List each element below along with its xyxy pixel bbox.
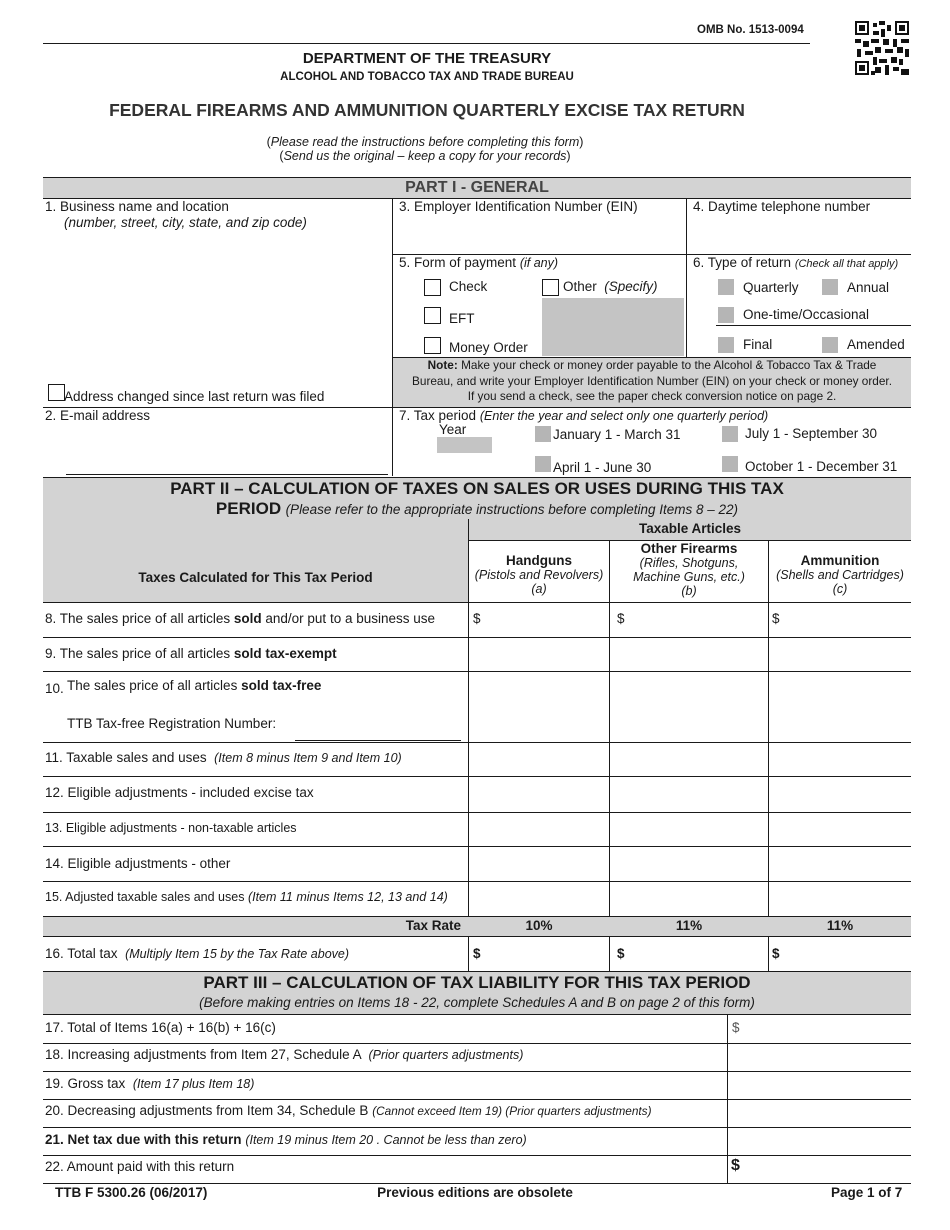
q1-label: January 1 - March 31 xyxy=(553,427,681,442)
ret-onetime-label: One-time/Occasional xyxy=(743,307,870,322)
ret-annual-label: Annual xyxy=(847,280,890,295)
item11-label: 11. Taxable sales and uses (Item 8 minus Item 9 and Item 10) xyxy=(45,750,402,765)
item8-c-input[interactable] xyxy=(785,604,909,636)
year-field[interactable] xyxy=(437,437,492,453)
final-checkbox[interactable] xyxy=(718,337,734,353)
eft-checkbox[interactable] xyxy=(424,307,441,324)
item4-label: 4. Daytime telephone number xyxy=(693,199,871,214)
part1-heading: PART I - GENERAL xyxy=(43,177,911,199)
taxable-articles-header: Taxable Articles xyxy=(469,519,911,540)
ret-quarterly-label: Quarterly xyxy=(743,280,799,295)
row-rule-14 xyxy=(43,846,911,847)
item8-a-input[interactable] xyxy=(485,604,607,636)
p3-rule-22 xyxy=(43,1155,911,1156)
p3-rule-18 xyxy=(43,1043,911,1044)
item6-label: 6. Type of return (Check all that apply) xyxy=(693,255,899,270)
part2-heading: PART II – CALCULATION OF TAXES ON SALES OR USES DURING THIS TAX PERIOD (Please refer to the appropriate instructions before completing Items 8 – 22) xyxy=(43,477,911,520)
item18-label: 18. Increasing adjustments from Item 27, Schedule A (Prior quarters adjustments) xyxy=(45,1047,524,1062)
page-number: Page 1 of 7 xyxy=(831,1185,903,1200)
p3-rule-20 xyxy=(43,1099,911,1100)
part3-heading: PART III – CALCULATION OF TAX LIABILITY FOR THIS TAX PERIOD (Before making entries on Items 18 - 22, complete Schedules A and B on page 2 of this form) xyxy=(43,971,911,1015)
business-name-field[interactable] xyxy=(44,235,390,385)
taxes-calc-label: Taxes Calculated for This Tax Period xyxy=(138,570,373,585)
item1-label: 1. Business name and location xyxy=(45,199,229,214)
taxes-calc-header xyxy=(43,519,468,602)
ein-field[interactable] xyxy=(395,218,683,252)
item16-b-dollar: $ xyxy=(617,946,625,961)
col-c-header: Ammunition (Shells and Cartridges) (c) xyxy=(776,553,904,596)
row-rule-11 xyxy=(43,742,911,743)
item5-label: 5. Form of payment (if any) xyxy=(399,255,559,270)
check-checkbox[interactable] xyxy=(424,279,441,296)
part1-divider xyxy=(392,198,393,476)
row-rule-15 xyxy=(43,881,911,882)
item16-label: 16. Total tax (Multiply Item 15 by the Tax Rate above) xyxy=(45,946,350,961)
obsolete-note: Previous editions are obsolete xyxy=(377,1185,573,1200)
row-rule-8 xyxy=(43,602,911,603)
q2-checkbox[interactable] xyxy=(535,456,551,472)
item22-dollar: $ xyxy=(731,1157,740,1174)
col-line-1 xyxy=(468,519,469,971)
q2-label: April 1 - June 30 xyxy=(553,460,652,475)
item14-label: 14. Eligible adjustments - other xyxy=(45,856,231,871)
item20-label: 20. Decreasing adjustments from Item 34, Schedule B (Cannot exceed Item 19) (Prior quarters adjustments) xyxy=(45,1103,652,1118)
ret-final-label: Final xyxy=(743,337,773,352)
q4-label: October 1 - December 31 xyxy=(745,459,898,474)
item1-sub: (number, street, city, state, and zip code) xyxy=(64,215,307,230)
amended-checkbox[interactable] xyxy=(822,337,838,353)
email-underline xyxy=(66,474,388,475)
item8-a-dollar: $ xyxy=(473,611,481,626)
registration-number-field[interactable] xyxy=(295,716,461,738)
phone-field[interactable] xyxy=(689,218,909,252)
item22-label: 22. Amount paid with this return xyxy=(45,1159,235,1174)
instruction-2: (Send us the original – keep a copy for your records) xyxy=(279,149,571,163)
item16-a-dollar: $ xyxy=(473,946,481,961)
pay-money-order-label: Money Order xyxy=(449,340,528,355)
col-a-header: Handguns (Pistols and Revolvers) (a) xyxy=(474,553,604,596)
row-rule-10 xyxy=(43,671,911,672)
q1-checkbox[interactable] xyxy=(535,426,551,442)
item15-label: 15. Adjusted taxable sales and uses (Item 11 minus Items 12, 13 and 14) xyxy=(45,890,448,904)
row-rule-12 xyxy=(43,776,911,777)
form-id: TTB F 5300.26 (06/2017) xyxy=(55,1185,208,1200)
item19-label: 19. Gross tax (Item 17 plus Item 18) xyxy=(45,1076,255,1091)
omb-number: OMB No. 1513-0094 xyxy=(697,24,804,36)
instruction-1: (Please read the instructions before completing this form) xyxy=(266,135,584,149)
money-order-checkbox[interactable] xyxy=(424,337,441,354)
qr-code-icon xyxy=(855,21,909,75)
item10-num: 10. xyxy=(45,681,64,696)
item3-label: 3. Employer Identification Number (EIN) xyxy=(399,199,638,214)
item17-input[interactable] xyxy=(735,1016,909,1042)
item7-label: 7. Tax period (Enter the year and select only one quarterly period) xyxy=(399,408,769,423)
item22-input[interactable] xyxy=(735,1158,909,1182)
item2-label: 2. E-mail address xyxy=(45,408,151,423)
reg-underline xyxy=(295,740,461,741)
annual-checkbox[interactable] xyxy=(822,279,838,295)
rate-b: 11% xyxy=(675,918,703,933)
item8-c-dollar: $ xyxy=(772,611,780,626)
quarterly-checkbox[interactable] xyxy=(718,279,734,295)
bureau-title: ALCOHOL AND TOBACCO TAX AND TRADE BUREAU xyxy=(280,71,574,83)
payment-note: Note: Make your check or money order payable to the Alcohol & Tobacco Tax & Trade Bureau, and write your Employer Identification Number (EIN) on your check or money order. If you send a check, see the paper check conversion notice on page 2. xyxy=(393,357,911,408)
item21-label: 21. Net tax due with this return (Item 19 minus Item 20 . Cannot be less than zero) xyxy=(45,1132,527,1147)
p3-rule-top xyxy=(43,1014,911,1015)
item9-label: 9. The sales price of all articles sold tax-exempt xyxy=(45,646,337,661)
p3-rule-19 xyxy=(43,1071,911,1072)
header-rule xyxy=(43,43,810,44)
email-field[interactable] xyxy=(66,428,388,473)
year-label: Year xyxy=(439,422,467,437)
dept-title: DEPARTMENT OF THE TREASURY xyxy=(302,50,552,67)
onetime-checkbox[interactable] xyxy=(718,307,734,323)
item12-label: 12. Eligible adjustments - included excise tax xyxy=(45,785,314,800)
ret-amended-label: Amended xyxy=(847,337,905,352)
rate-c: 11% xyxy=(826,918,854,933)
q3-label: July 1 - September 30 xyxy=(745,426,878,441)
address-changed-label: Address changed since last return was filed xyxy=(64,389,325,404)
item10-reg-label: TTB Tax-free Registration Number: xyxy=(67,716,277,731)
item8-label: 8. The sales price of all articles sold and/or put to a business use xyxy=(45,611,436,626)
pay-other-label: Other (Specify) xyxy=(563,279,658,294)
item8-b-dollar: $ xyxy=(617,611,625,626)
row-rule-9 xyxy=(43,637,911,638)
rate-a: 10% xyxy=(525,918,553,933)
item16-c-dollar: $ xyxy=(772,946,780,961)
address-changed-checkbox[interactable] xyxy=(48,384,65,401)
form-title: FEDERAL FIREARMS AND AMMUNITION QUARTERLY EXCISE TAX RETURN xyxy=(109,100,745,120)
row-rule-16 xyxy=(43,936,911,937)
tax-rate-label: Tax Rate xyxy=(405,918,461,933)
item8-b-input[interactable] xyxy=(630,604,766,636)
item17-label: 17. Total of Items 16(a) + 16(b) + 16(c) xyxy=(45,1020,276,1035)
item17-dollar: $ xyxy=(732,1020,740,1035)
col-b-header: Other Firearms (Rifles, Shotguns, Machine Guns, etc.) (b) xyxy=(633,541,745,598)
p3-rule-21 xyxy=(43,1127,911,1128)
item13-label: 13. Eligible adjustments - non-taxable articles xyxy=(45,821,297,835)
col-line-3 xyxy=(768,540,769,971)
q3-checkbox[interactable] xyxy=(722,426,738,442)
pay-check-label: Check xyxy=(449,279,488,294)
rule-onetime xyxy=(716,325,911,326)
item10-label: The sales price of all articles sold tax-free xyxy=(67,678,322,693)
other-checkbox[interactable] xyxy=(542,279,559,296)
part1-divider-2 xyxy=(686,198,687,358)
row-rule-13 xyxy=(43,812,911,813)
q4-checkbox[interactable] xyxy=(722,456,738,472)
other-specify-field[interactable] xyxy=(542,298,684,356)
pay-eft-label: EFT xyxy=(449,311,475,326)
col-line-2 xyxy=(609,540,610,971)
p3-rule-bottom xyxy=(43,1183,911,1184)
